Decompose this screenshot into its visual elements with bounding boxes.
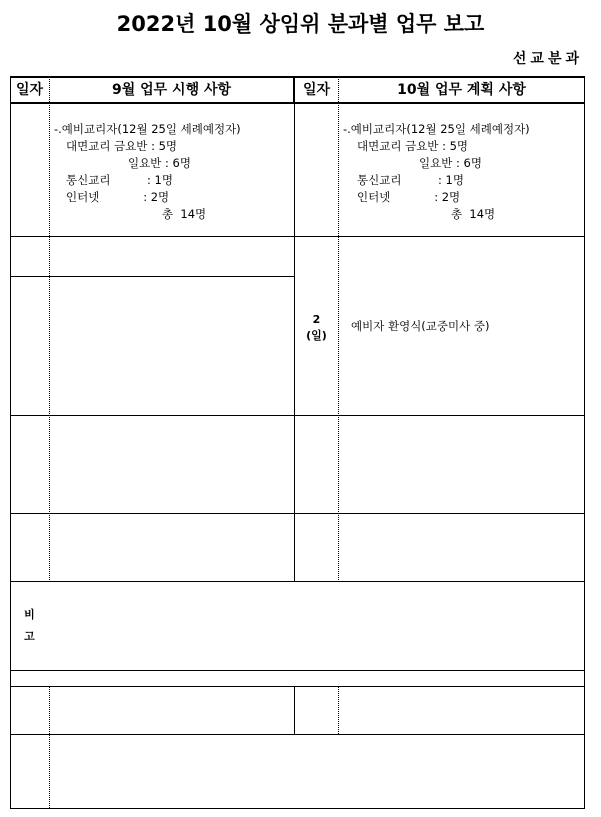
remarks-char-2: 고 <box>24 630 35 643</box>
october-event-date <box>295 312 338 344</box>
october-event-task: 예비자 환영식(교중미사 중) <box>351 319 490 333</box>
remarks-label <box>10 604 49 648</box>
september-catechumen-block <box>54 121 241 223</box>
report-title: 2022년 10월 상임위 분과별 업무 보고 <box>116 12 485 36</box>
october-line-6: 총 14명 <box>451 207 496 221</box>
september-line-6: 총 14명 <box>162 207 207 221</box>
october-event-day-number: 2 <box>312 313 321 326</box>
september-line-1: -.예비교리자(12월 25일 세례예정자) <box>54 122 241 136</box>
september-line-4: 통신교리 : 1명 <box>66 173 173 187</box>
october-line-1: -.예비교리자(12월 25일 세례예정자) <box>343 122 530 136</box>
header-september-tasks: 9월 업무 시행 사항 <box>111 82 232 98</box>
header-date-right: 일자 <box>302 82 331 98</box>
department-label: 선교분과 <box>512 51 583 67</box>
september-line-3: 일요반 : 6명 <box>128 156 191 170</box>
september-line-5: 인터넷 : 2명 <box>66 190 170 204</box>
september-line-2: 대면교리 금요반 : 5명 <box>66 139 178 153</box>
header-october-tasks: 10월 업무 계획 사항 <box>397 82 526 98</box>
october-line-2: 대면교리 금요반 : 5명 <box>357 139 469 153</box>
october-line-5: 인터넷 : 2명 <box>357 190 461 204</box>
october-catechumen-block <box>343 121 530 223</box>
october-line-3: 일요반 : 6명 <box>419 156 482 170</box>
remarks-char-1: 비 <box>24 608 35 621</box>
october-line-4: 통신교리 : 1명 <box>357 173 464 187</box>
header-date-left: 일자 <box>15 82 44 98</box>
october-event-weekday: (일) <box>306 329 327 342</box>
